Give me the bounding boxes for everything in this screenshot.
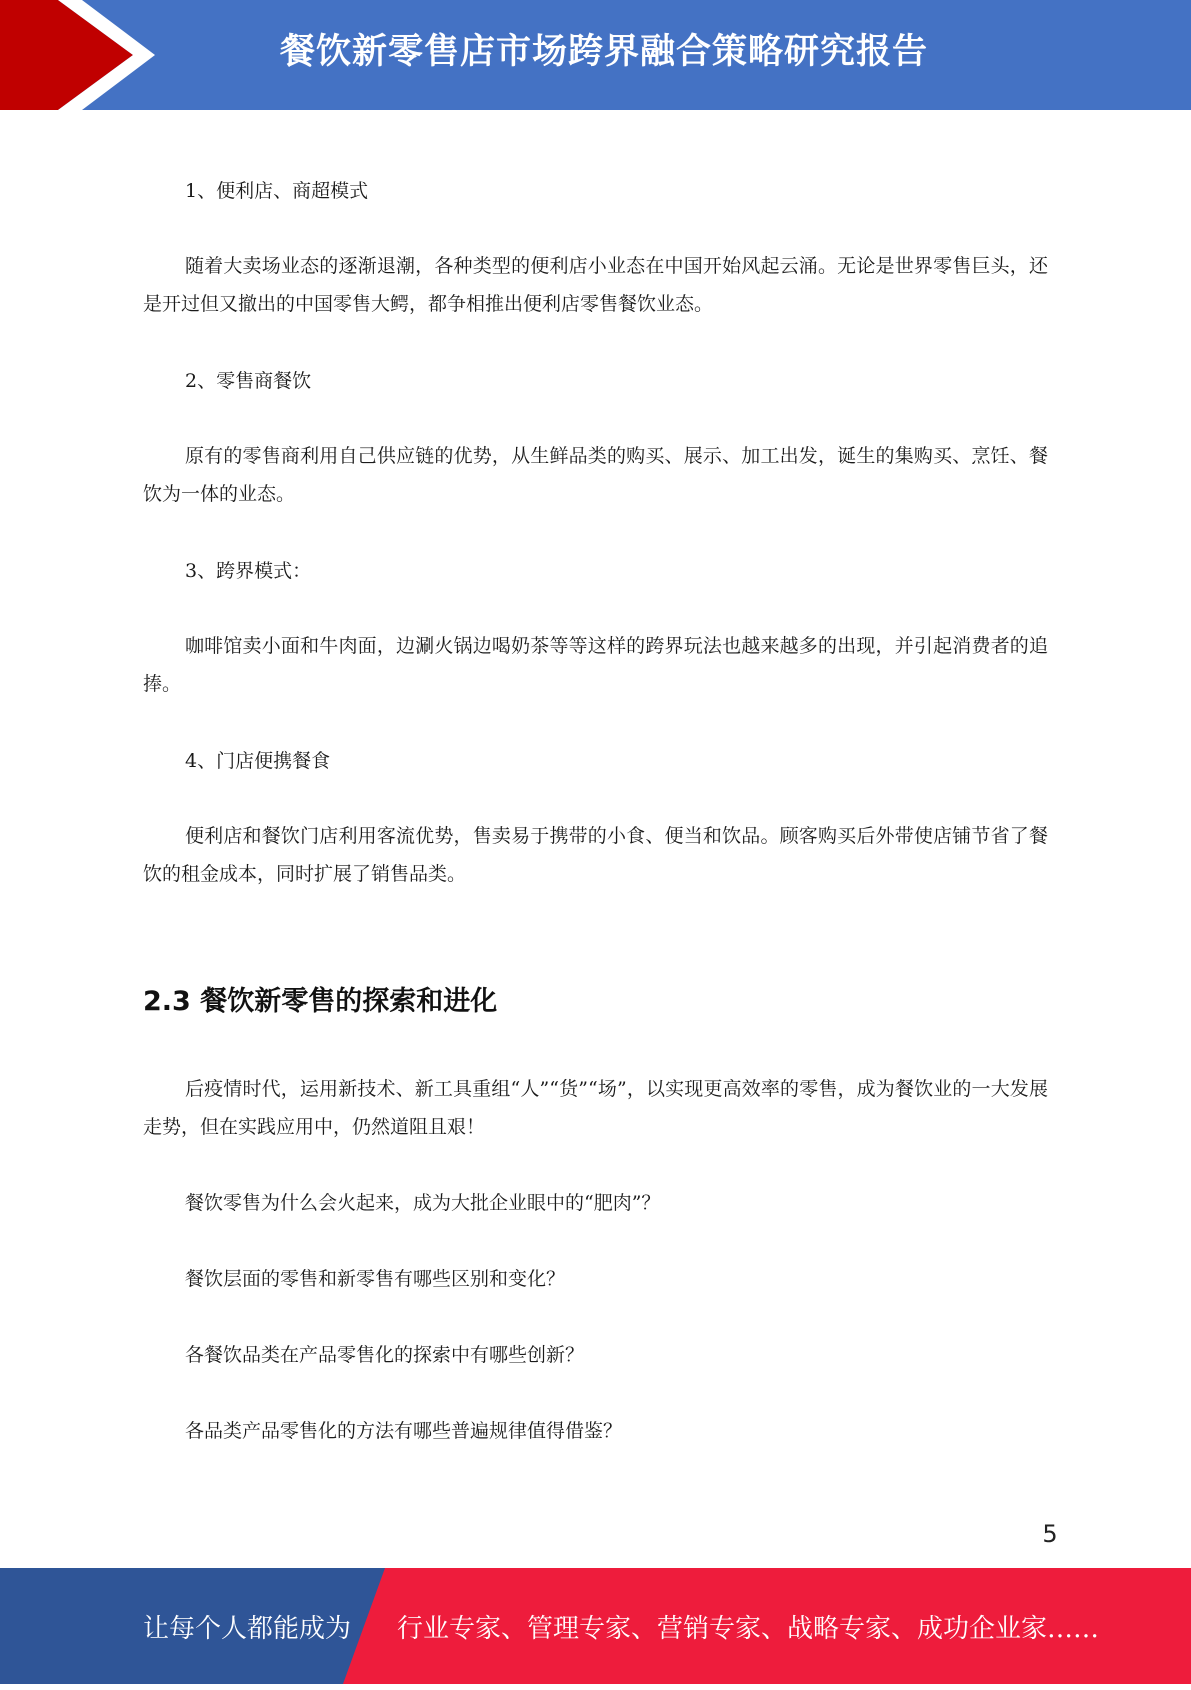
question-2: 餐饮层面的零售和新零售有哪些区别和变化？: [185, 1268, 566, 1290]
question-3: 各餐饮品类在产品零售化的探索中有哪些创新？: [185, 1344, 585, 1366]
report-title: 餐饮新零售店市场跨界融合策略研究报告: [280, 32, 929, 72]
footer-slogan-right: 行业专家、管理专家、营销专家、战略专家、成功企业家……: [397, 1614, 1100, 1644]
question-1: 餐饮零售为什么会火起来，成为大批企业眼中的“肥肉”？: [185, 1192, 661, 1214]
item4-title: 4、门店便携餐食: [185, 750, 331, 772]
item1-title: 1、便利店、商超模式: [185, 180, 369, 202]
item2-title: 2、零售商餐饮: [185, 370, 312, 392]
section-intro: 后疫情时代，运用新技术、新工具重组“人”“货”“场”，以实现更高效率的零售，成为餐饮业的一大发展走势，但在实践应用中，仍然道阻且艰！: [143, 1078, 1048, 1138]
page-header: [0, 0, 1191, 110]
page-footer: [0, 1568, 1191, 1684]
section-heading: 2.3 餐饮新零售的探索和进化: [143, 986, 498, 1017]
header-red-arrow: [0, 0, 133, 110]
item3-paragraph: 咖啡馆卖小面和牛肉面，边涮火锅边喝奶茶等等这样的跨界玩法也越来越多的出现，并引起消费者的追捧。: [143, 635, 1048, 695]
question-4: 各品类产品零售化的方法有哪些普遍规律值得借鉴？: [185, 1420, 623, 1442]
page-number: 5: [1042, 1520, 1058, 1548]
footer-slogan-left: 让每个人都能成为: [143, 1614, 352, 1644]
item1-paragraph: 随着大卖场业态的逐渐退潮，各种类型的便利店小业态在中国开始风起云涌。无论是世界零售巨头，还是开过但又撤出的中国零售大鳄，都争相推出便利店零售餐饮业态。: [143, 255, 1048, 315]
item3-title: 3、跨界模式：: [185, 560, 312, 582]
item4-paragraph: 便利店和餐饮门店利用客流优势，售卖易于携带的小食、便当和饮品。顾客购买后外带使店铺节省了餐饮的租金成本，同时扩展了销售品类。: [143, 825, 1048, 885]
item2-paragraph: 原有的零售商利用自己供应链的优势，从生鲜品类的购买、展示、加工出发，诞生的集购买、烹饪、餐饮为一体的业态。: [143, 445, 1048, 505]
